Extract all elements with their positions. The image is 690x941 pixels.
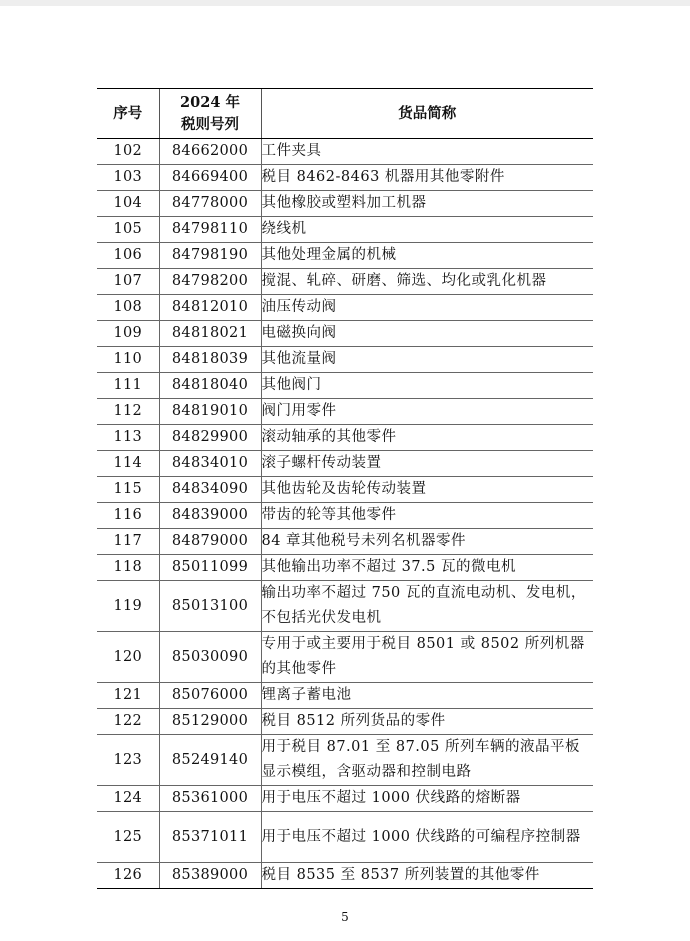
table-row <box>97 425 593 451</box>
table-row <box>97 243 593 269</box>
row-tariff-code: 85129000 <box>159 709 261 735</box>
row-seq: 124 <box>97 786 159 812</box>
table-row <box>97 632 593 683</box>
table-header-row <box>97 89 593 139</box>
row-tariff-code: 84778000 <box>159 191 261 217</box>
header-seq: 序号 <box>97 89 159 139</box>
row-seq: 104 <box>97 191 159 217</box>
row-goods-name: 电磁换向阀 <box>261 321 593 347</box>
row-goods-name: 专用于或主要用于税目 8501 或 8502 所列机器的其他零件 <box>261 632 593 683</box>
table-row <box>97 683 593 709</box>
row-tariff-code: 84662000 <box>159 139 261 165</box>
row-goods-name: 用于电压不超过 1000 伏线路的可编程序控制器 <box>261 812 593 863</box>
row-seq: 126 <box>97 863 159 889</box>
page-number: 5 <box>341 910 349 924</box>
table-row <box>97 165 593 191</box>
row-tariff-code: 84819010 <box>159 399 261 425</box>
row-seq: 116 <box>97 503 159 529</box>
row-tariff-code: 84829900 <box>159 425 261 451</box>
row-tariff-code: 84879000 <box>159 529 261 555</box>
table-row <box>97 373 593 399</box>
row-tariff-code: 84834010 <box>159 451 261 477</box>
table-row <box>97 503 593 529</box>
row-seq: 120 <box>97 632 159 683</box>
header-code-label: 税则号列 <box>181 115 239 133</box>
row-seq: 105 <box>97 217 159 243</box>
row-tariff-code: 84669400 <box>159 165 261 191</box>
row-goods-name: 其他流量阀 <box>261 347 593 373</box>
row-goods-name: 带齿的轮等其他零件 <box>261 503 593 529</box>
row-seq: 114 <box>97 451 159 477</box>
row-seq: 110 <box>97 347 159 373</box>
row-tariff-code: 85361000 <box>159 786 261 812</box>
row-seq: 122 <box>97 709 159 735</box>
table-row <box>97 217 593 243</box>
header-goods-name: 货品简称 <box>261 89 593 139</box>
row-seq: 119 <box>97 581 159 632</box>
table-row <box>97 581 593 632</box>
row-seq: 103 <box>97 165 159 191</box>
table-row <box>97 321 593 347</box>
row-tariff-code: 84818039 <box>159 347 261 373</box>
row-goods-name: 工件夹具 <box>261 139 593 165</box>
row-tariff-code: 85371011 <box>159 812 261 863</box>
row-goods-name: 滚子螺杆传动装置 <box>261 451 593 477</box>
row-tariff-code: 85011099 <box>159 555 261 581</box>
row-tariff-code: 84818040 <box>159 373 261 399</box>
row-seq: 118 <box>97 555 159 581</box>
row-tariff-code: 84798200 <box>159 269 261 295</box>
row-goods-name: 税目 8462-8463 机器用其他零附件 <box>261 165 593 191</box>
table-row <box>97 529 593 555</box>
row-tariff-code: 85076000 <box>159 683 261 709</box>
row-goods-name: 阀门用零件 <box>261 399 593 425</box>
table-row <box>97 709 593 735</box>
row-tariff-code: 85249140 <box>159 735 261 786</box>
row-seq: 112 <box>97 399 159 425</box>
row-seq: 102 <box>97 139 159 165</box>
table-row <box>97 295 593 321</box>
row-tariff-code: 85030090 <box>159 632 261 683</box>
row-seq: 111 <box>97 373 159 399</box>
header-code-year: 2024 年 <box>180 93 240 111</box>
table-row <box>97 347 593 373</box>
row-goods-name: 其他橡胶或塑料加工机器 <box>261 191 593 217</box>
row-seq: 115 <box>97 477 159 503</box>
row-goods-name: 滚动轴承的其他零件 <box>261 425 593 451</box>
row-seq: 121 <box>97 683 159 709</box>
row-seq: 113 <box>97 425 159 451</box>
header-tariff-code <box>159 89 261 139</box>
table-row <box>97 786 593 812</box>
row-goods-name: 绕线机 <box>261 217 593 243</box>
row-goods-name: 用于税目 87.01 至 87.05 所列车辆的液晶平板显示模组，含驱动器和控制电路 <box>261 735 593 786</box>
row-tariff-code: 84798190 <box>159 243 261 269</box>
table-row <box>97 139 593 165</box>
table-row <box>97 555 593 581</box>
row-goods-name: 其他阀门 <box>261 373 593 399</box>
table-row <box>97 269 593 295</box>
row-goods-name: 税目 8535 至 8537 所列装置的其他零件 <box>261 863 593 889</box>
row-seq: 123 <box>97 735 159 786</box>
row-goods-name: 用于电压不超过 1000 伏线路的熔断器 <box>261 786 593 812</box>
row-seq: 125 <box>97 812 159 863</box>
table-row <box>97 191 593 217</box>
row-seq: 106 <box>97 243 159 269</box>
row-seq: 108 <box>97 295 159 321</box>
row-goods-name: 其他输出功率不超过 37.5 瓦的微电机 <box>261 555 593 581</box>
row-tariff-code: 84834090 <box>159 477 261 503</box>
row-tariff-code: 84798110 <box>159 217 261 243</box>
table-row <box>97 735 593 786</box>
row-tariff-code: 85013100 <box>159 581 261 632</box>
row-tariff-code: 84812010 <box>159 295 261 321</box>
row-seq: 117 <box>97 529 159 555</box>
table-row <box>97 451 593 477</box>
row-goods-name: 其他齿轮及齿轮传动装置 <box>261 477 593 503</box>
row-tariff-code: 85389000 <box>159 863 261 889</box>
row-seq: 107 <box>97 269 159 295</box>
table-row <box>97 863 593 889</box>
row-goods-name: 84 章其他税号未列名机器零件 <box>261 529 593 555</box>
row-goods-name: 其他处理金属的机械 <box>261 243 593 269</box>
table-row <box>97 812 593 863</box>
viewer-top-edge <box>0 0 690 6</box>
row-tariff-code: 84818021 <box>159 321 261 347</box>
row-goods-name: 税目 8512 所列货品的零件 <box>261 709 593 735</box>
table-row <box>97 399 593 425</box>
row-goods-name: 油压传动阀 <box>261 295 593 321</box>
row-goods-name: 输出功率不超过 750 瓦的直流电动机、发电机，不包括光伏发电机 <box>261 581 593 632</box>
row-tariff-code: 84839000 <box>159 503 261 529</box>
row-goods-name: 搅混、轧碎、研磨、筛选、均化或乳化机器 <box>261 269 593 295</box>
row-seq: 109 <box>97 321 159 347</box>
row-goods-name: 锂离子蓄电池 <box>261 683 593 709</box>
tariff-table <box>97 88 593 889</box>
table-row <box>97 477 593 503</box>
